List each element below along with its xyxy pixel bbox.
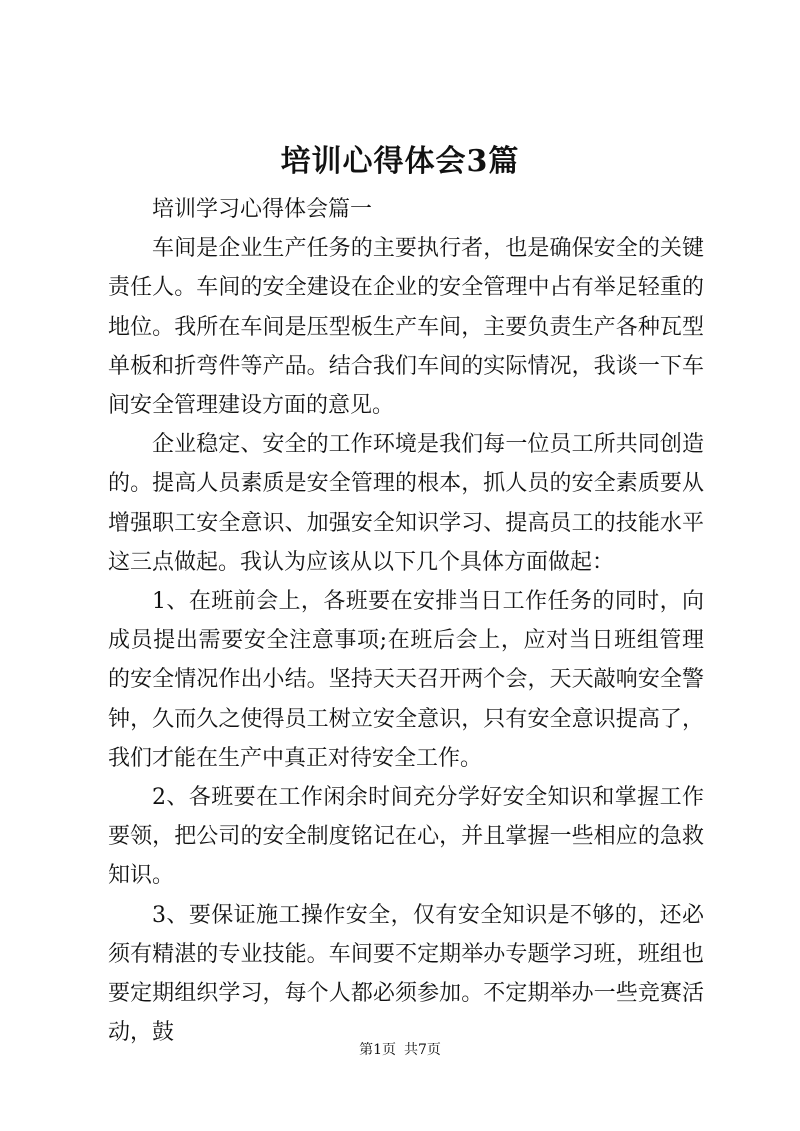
paragraph: 企业稳定、安全的工作环境是我们每一位员工所共同创造的。提高人员素质是安全管理的根本，抓人员的安全素质要从增强职工安全意识、加强安全知识学习、提高员工的技能水平这三点做起。我认为应该从以下几个具体方面做起： bbox=[108, 432, 704, 575]
page-footer bbox=[0, 1041, 800, 1059]
page-total: 共7页 bbox=[404, 1042, 441, 1058]
page-number: 第1页 bbox=[359, 1042, 396, 1058]
document-body bbox=[108, 190, 704, 1052]
paragraph: 1、在班前会上，各班要在安排当日工作任务的同时，向成员提出需要安全注意事项;在班后会上，应对当日班组管理的安全情况作出小结。坚持天天召开两个会，天天敲响安全警钟，久而久之使得员工树立安全意识，只有安全意识提高了，我们才能在生产中真正对待安全工作。 bbox=[108, 589, 704, 771]
paragraph: 3、要保证施工操作安全，仅有安全知识是不够的，还必须有精湛的专业技能。车间要不定期举办专题学习班，班组也要定期组织学习，每个人都必须参加。不定期举办一些竞赛活动，鼓 bbox=[108, 902, 704, 1046]
section-heading: 培训学习心得体会篇一 bbox=[152, 197, 373, 222]
page-title: 培训心得体会3篇 bbox=[280, 144, 520, 179]
paragraph: 车间是企业生产任务的主要执行者，也是确保安全的关键责任人。车间的安全建设在企业的安全管理中占有举足轻重的地位。我所在车间是压型板生产车间，主要负责生产各种瓦型单板和折弯件等产品。结合我们车间的实际情况，我谈一下车间安全管理建设方面的意见。 bbox=[108, 236, 704, 419]
paragraph: 2、各班要在工作闲余时间充分学好安全知识和掌握工作要领，把公司的安全制度铭记在心，并且掌握一些相应的急救知识。 bbox=[108, 785, 704, 889]
